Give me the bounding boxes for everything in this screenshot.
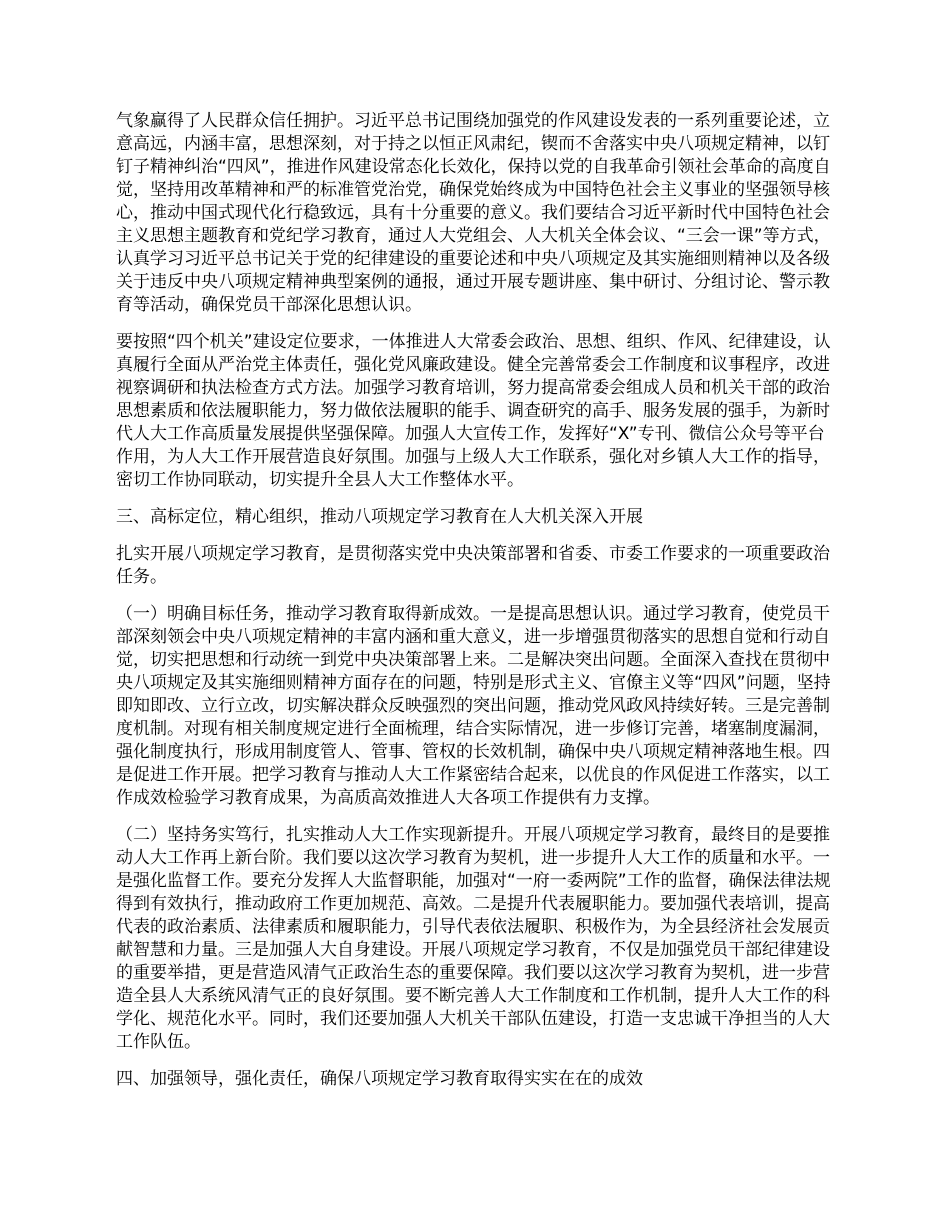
section-heading-four: 四、加强领导，强化责任，确保八项规定学习教育取得实实在在的成效	[116, 1069, 643, 1089]
paragraph-four-organs: 要按照“四个机关”建设定位要求，一体推进人大常委会政治、思想、组织、作风、纪律建设，认真履行全面从严治党主体责任，强化党风廉政建设。健全完善常委会工作制度和议事程序，改进视察调研和执法检查方式方法。加强学习教育培训，努力提高常委会组成人员和机关干部的政治思想素质和依法履职能力，努力做依法履职的能手、调查研究的高手、服务发展的强手，为新时代人大工作高质量发展提供坚强保障。加强人大宣传工作，发挥好“X”专刊、微信公众号等平台作用，为人大工作开展营造良好氛围。加强与上级人大工作联系，强化对乡镇人大工作的指导，密切工作协同联动，切实提升全县人大工作整体水平。	[116, 332, 831, 490]
paragraph-task: 扎实开展八项规定学习教育，是贯彻落实党中央决策部署和省委、市委工作要求的一项重要政治任务。	[116, 544, 830, 587]
paragraph-goals: （一）明确目标任务，推动学习教育取得新成效。一是提高思想认识。通过学习教育，使党员干部深刻领会中央八项规定精神的丰富内涵和重大意义，进一步增强贯彻落实的思想自觉和行动自觉，切实把思想和行动统一到党中央决策部署上来。二是解决突出问题。全面深入查找在贯彻中央八项规定及其实施细则精神方面存在的问题，特别是形式主义、官僚主义等“四风”问题，坚持即知即改、立行立改，切实解决群众反映强烈的突出问题，推动党风政风持续好转。三是完善制度机制。对现有相关制度规定进行全面梳理，结合实际情况，进一步修订完善，堵塞制度漏洞，强化制度执行，形成用制度管人、管事、管权的长效机制，确保中央八项规定精神落地生根。四是促进工作开展。把学习教育与推动人大工作紧密结合起来，以优良的作风促进工作落实，以工作成效检验学习教育成果，为高质高效推进人大各项工作提供有力支撑。	[116, 604, 831, 808]
document-body	[116, 110, 840, 1105]
section-heading-three: 三、高标定位，精心组织，推动八项规定学习教育在人大机关深入开展	[116, 507, 643, 527]
paragraph-practice: （二）坚持务实笃行，扎实推动人大工作实现新提升。开展八项规定学习教育，最终目的是要推动人大工作再上新台阶。我们要以这次学习教育为契机，进一步提升人大工作的质量和水平。一是强化监督工作。要充分发挥人大监督职能，加强对“一府一委两院”工作的监督，确保法律法规得到有效执行，推动政府工作更加规范、高效。二是提升代表履职能力。要加强代表培训，提高代表的政治素质、法律素质和履职能力，引导代表依法履职、积极作为，为全县经济社会发展贡献智慧和力量。三是加强人大自身建设。开展八项规定学习教育，不仅是加强党员干部纪律建设的重要举措，更是营造风清气正政治生态的重要保障。我们要以这次学习教育为契机，进一步营造全县人大系统风清气正的良好氛围。要不断完善人大工作制度和工作机制，提升人大工作的科学化、规范化水平。同时，我们还要加强人大机关干部队伍建设，打造一支忠诚干净担当的人大工作队伍。	[116, 825, 831, 1052]
paragraph-intro: 气象赢得了人民群众信任拥护。习近平总书记围绕加强党的作风建设发表的一系列重要论述，立意高远，内涵丰富，思想深刻，对于持之以恒正风肃纪，锲而不舍落实中央八项规定精神，以钉钉子精神纠治“四风”，推进作风建设常态化长效化，保持以党的自我革命引领社会革命的高度自觉，坚持用改革精神和严的标准管党治党，确保党始终成为中国特色社会主义事业的坚强领导核心，推动中国式现代化行稳致远，具有十分重要的意义。我们要结合习近平新时代中国特色社会主义思想主题教育和党纪学习教育，通过人大党组会、人大机关全体会议、“三会一课”等方式，认真学习习近平总书记关于党的纪律建设的重要论述和中央八项规定及其实施细则精神以及各级关于违反中央八项规定精神典型案例的通报，通过开展专题讲座、集中研讨、分组讨论、警示教育等活动，确保党员干部深化思想认识。	[116, 111, 831, 315]
